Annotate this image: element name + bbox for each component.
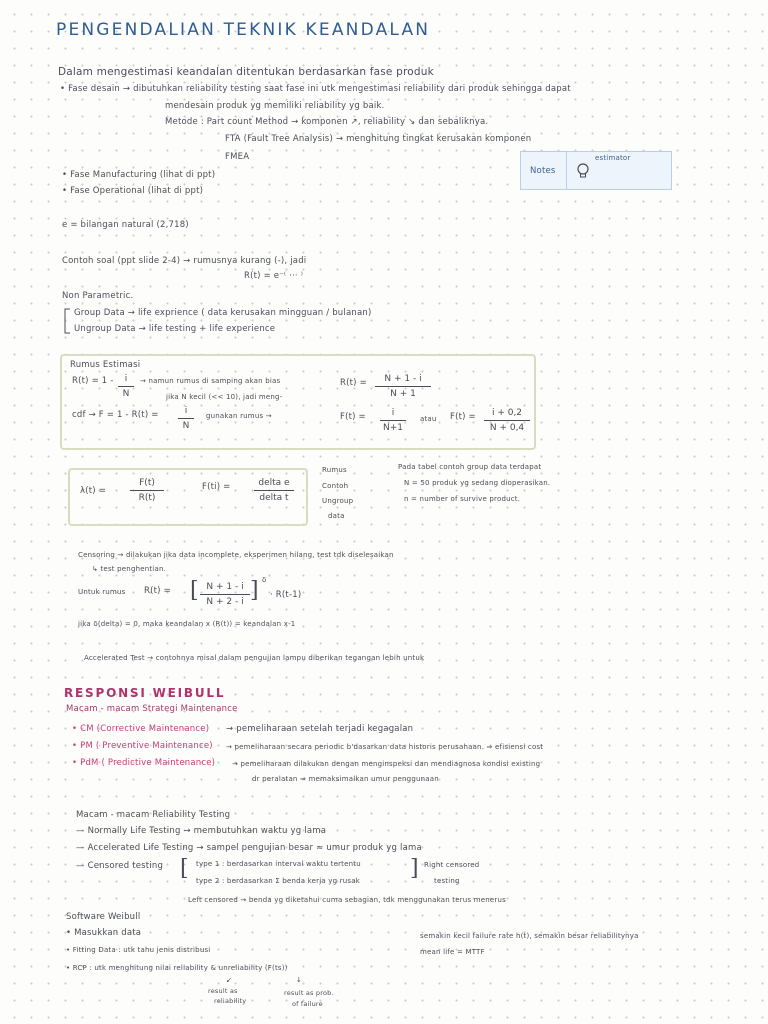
software-input: • Masukkan data (66, 928, 142, 938)
f-den: delta t (259, 493, 289, 503)
f-num: delta e (258, 478, 290, 488)
software-side1: semakin kecil failure rate h(t), semakin besar reliabilitynya (420, 932, 639, 940)
contoh-soal: Contoh soal (ppt slide 2-4) → rumusnya kurang (-), jadi (62, 256, 307, 266)
pdm-cont: dr peralatan ⇒ memaksimalkan umur penggunaan (252, 775, 439, 783)
f-eq: F(ti) = (202, 482, 231, 492)
jika-delta: jika δ(delta) = 0, maka keandalan x (R(t)) = keandalan x-1 (78, 620, 296, 628)
software-heading: Software Weibull (66, 912, 141, 922)
notes-box (520, 151, 570, 190)
lambda-num: F(t) (139, 478, 155, 488)
cdf-frac (178, 406, 194, 431)
untuk-rumus: Untuk rumus (78, 588, 126, 596)
euler-line: e = bilangan natural (2,718) (62, 220, 189, 230)
right-censored: Right censored (424, 861, 480, 869)
r2-num: N + 1 - i (384, 374, 422, 384)
nonparam-bracket (62, 307, 72, 335)
result2b: of failure (292, 1000, 323, 1008)
f2-den: N+1 (383, 423, 403, 433)
software-rcp: • RCP : utk menghitung nilai reliability & unreliability (F(ts)) (66, 964, 288, 972)
fmea: FMEA (225, 152, 250, 162)
contoh-formula: R(t) = e⁻⁽ ··· ⁾ (244, 271, 303, 281)
pdm-label: • PdM ( Predictive Maintenance) (72, 758, 216, 768)
result1: result as (208, 987, 238, 995)
arrow-result1: ↙ (226, 976, 233, 984)
side-ungroup: Ungroup (322, 497, 354, 505)
r-note1: → namun rumus di samping akan bias (140, 377, 281, 385)
r-den: N (122, 389, 130, 399)
pdm-desc: → pemeliharaan dilakukan dengan menginspeksi dan mendiagnosa kondisi existing (232, 760, 541, 768)
intro-heading: Dalam mengestimasi keandalan ditentukan berdasarkan fase produk (58, 66, 434, 78)
cdf-eq: cdf → F = 1 - R(t) = (72, 410, 159, 420)
r-frac (118, 374, 134, 399)
f3-frac (484, 408, 530, 433)
cdf-num: i (184, 406, 188, 416)
testing-heading: Macam - macam Reliability Testing (76, 810, 231, 820)
cens-r-eq: R(t) = (144, 586, 171, 596)
f3-den: N + 0,4 (489, 423, 525, 433)
f2-eq: F(t) = (340, 412, 366, 422)
cens-tail: · R(t-1) (270, 590, 302, 600)
weibull-title: RESPONSI WEIBULL (64, 686, 226, 700)
r2-frac (375, 374, 431, 399)
cens-frac (200, 582, 250, 607)
cens-exp: δ (262, 576, 267, 584)
result1b: reliability (214, 997, 247, 1005)
fta: FTA (Fault Tree Analysis) → menghitung tingkat kerusakan komponen (225, 134, 532, 144)
side-rumus: Rumus (322, 466, 347, 474)
f3-num: i + 0,2 (491, 408, 523, 418)
lightbulb-icon (575, 162, 591, 180)
strategi-heading: Macam - macam Strategi Maintenance (66, 704, 238, 714)
estimator-label: estimator (595, 154, 631, 162)
normally-life: — Normally Life Testing → membutuhkan waktu yg lama (76, 826, 327, 836)
lambda-frac (130, 478, 164, 503)
f-frac (254, 478, 294, 503)
metode: Metode : Part count Method → komponen ↗, reliability ↘ dan sebaliknya. (165, 117, 489, 127)
n-line: N = 50 produk yg sedang dioperasikan. (404, 479, 551, 487)
lambda-den: R(t) (138, 493, 156, 503)
f2-frac (380, 408, 406, 433)
group-data: Group Data → life exprience ( data kerusakan mingguan / bulanan) (74, 308, 372, 318)
fase-desain: • Fase desain → dibutuhkan reliability testing saat fase ini utk mengestimasi reliability dari produk sehingga dapat (60, 84, 571, 94)
type1: type 1 : berdasarkan interval waktu tertentu (196, 860, 361, 868)
cens-num: N + 1 - i (206, 582, 244, 592)
side-data: data (328, 512, 345, 520)
r-eq: R(t) = 1 - (72, 376, 114, 386)
right-censored-testing: testing (434, 877, 460, 885)
pm-label: • PM ( Preventive Maintenance) (72, 741, 213, 751)
r-num: i (124, 374, 128, 384)
censoring-line2: ↳ test penghentian. (92, 565, 167, 573)
censored-bracket-right: ] (410, 856, 419, 881)
fase-operational: • Fase Operational (lihat di ppt) (62, 186, 204, 196)
lambda-eq: λ(t) = (80, 486, 107, 496)
n-small: n = number of survive product. (404, 495, 521, 503)
type2: type 2 : berdasarkan Σ benda kerja yg rusak (196, 877, 361, 885)
side-contoh: Contoh (322, 482, 349, 490)
software-side2: mean life = MTTF (420, 948, 485, 956)
r2-eq: R(t) = (340, 378, 367, 388)
f3-eq: F(t) = (450, 412, 476, 422)
result2: result as prob. (284, 989, 334, 997)
pada-tabel: Pada tabel contoh group data terdapat (398, 463, 542, 471)
ungroup-data: Ungroup Data → life testing + life experience (74, 324, 276, 334)
page-title: PENGENDALIAN TEKNIK KEANDALAN (56, 20, 431, 40)
cm-desc: → pemeliharaan setelah terjadi kegagalan (226, 724, 414, 734)
cens-bracket-right: ] (250, 578, 259, 603)
cens-den: N + 2 - i (206, 597, 244, 607)
fase-manufacturing: • Fase Manufacturing (lihat di ppt) (62, 170, 216, 180)
arrow-result2: ↓ (296, 976, 303, 984)
censoring-line1: Censoring → dilakukan jika data incomplete, eksperimen hilang, test tdk diselesaikan (78, 551, 394, 559)
atau: atau (420, 415, 437, 423)
left-censored: Left censored → benda yg diketahui cuma sebagian, tdk menggunakan terus menerus (188, 896, 506, 904)
accelerated-life: — Accelerated Life Testing → sampel pengujian besar ≈ umur produk yg lama (76, 843, 422, 853)
notes-label: Notes (530, 166, 556, 176)
pm-desc: → pemeliharaan secara periodic b'dasarkan data historis perusahaan. ⇒ efisiensi cost (226, 743, 544, 751)
nonparam-heading: Non Parametric. (62, 291, 134, 301)
estimator-box (566, 151, 672, 190)
software-fitting: • Fitting Data : utk tahu jenis distribusi (66, 946, 211, 954)
r-note2: jika N kecil (<< 10), jadi meng- (166, 393, 283, 401)
censored-bracket-left: [ (180, 856, 189, 881)
accelerated-test: Accelerated Test → contohnya misal dalam pengujian lampu diberikan tegangan lebih untuk (84, 654, 425, 662)
cdf-den: N (182, 421, 190, 431)
f2-num: i (391, 408, 395, 418)
fase-desain-cont: mendesain produk yg memiliki reliability yg baik. (165, 101, 385, 111)
cdf-note: gunakan rumus → (206, 412, 272, 420)
cens-bracket-left: [ (190, 578, 199, 603)
censored-testing: — Censored testing (76, 861, 164, 871)
rumus-heading: Rumus Estimasi (70, 360, 141, 370)
cm-label: • CM (Corrective Maintenance) (72, 724, 210, 734)
r2-den: N + 1 (390, 389, 416, 399)
